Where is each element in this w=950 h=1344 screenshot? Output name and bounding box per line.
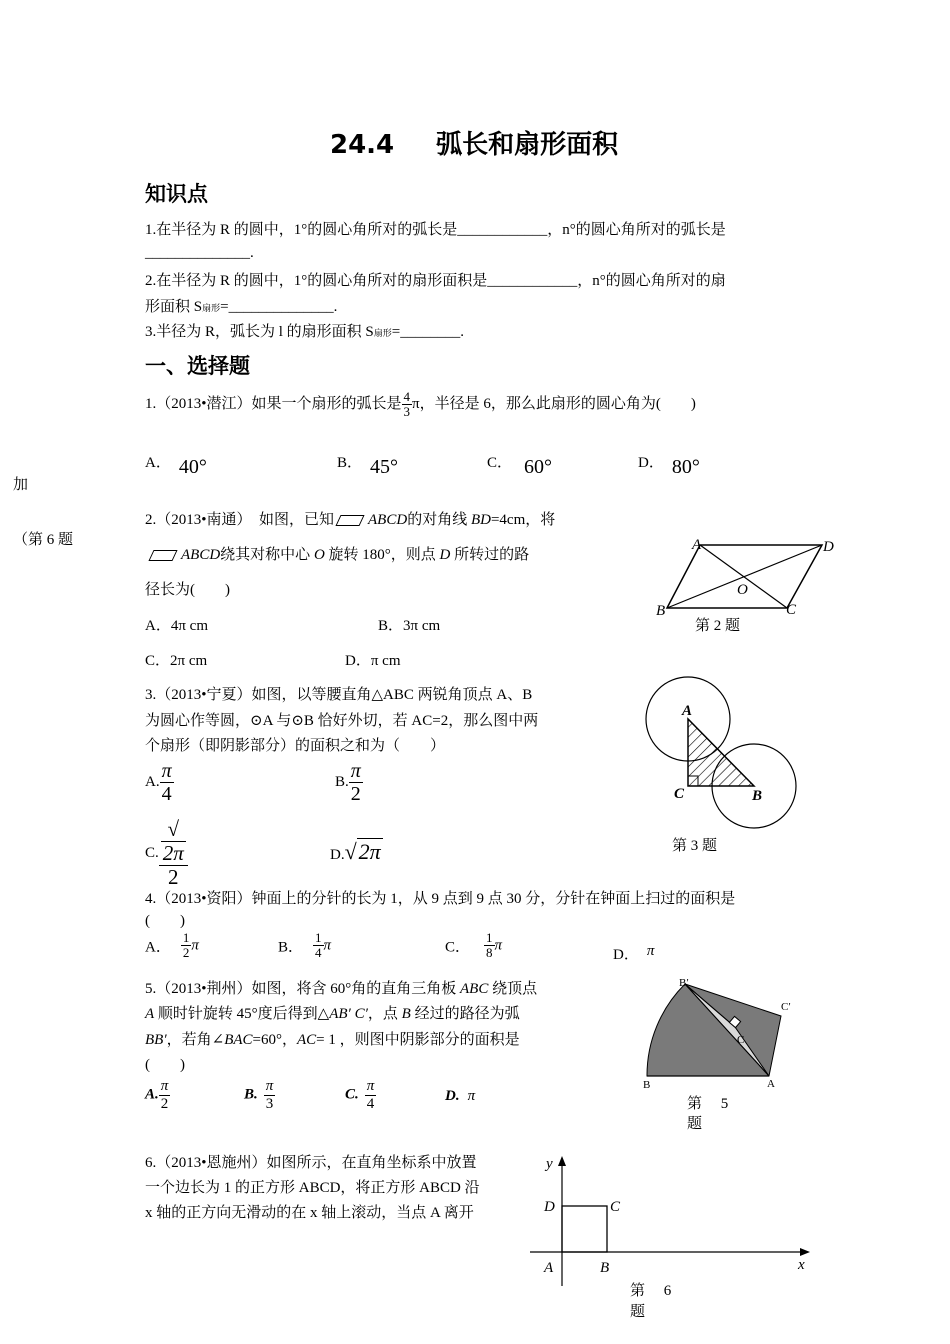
q2-option-a[interactable]: A．4π cm bbox=[145, 618, 208, 634]
q3-option-c-num: 2π bbox=[162, 841, 184, 866]
q4-option-d[interactable] bbox=[613, 943, 654, 964]
knowledge-p2b bbox=[145, 295, 337, 316]
q1-stem-a: 1.（2013•潜江）如果一个扇形的弧长是 bbox=[145, 396, 402, 413]
knowledge-p3-pre: 3.半径为 R，弧长为 l 的扇形面积 S bbox=[145, 324, 374, 340]
q6-label-y: y bbox=[546, 1156, 553, 1172]
q6-label-x: x bbox=[798, 1257, 805, 1273]
q1-option-d[interactable] bbox=[638, 450, 700, 478]
q2-line1-c: 的对角线 bbox=[407, 512, 468, 528]
q5-option-c[interactable] bbox=[345, 1078, 376, 1112]
q5-line2 bbox=[145, 1002, 520, 1023]
q3-option-c-frac bbox=[159, 818, 188, 889]
q4-option-a-pi: π bbox=[191, 937, 199, 954]
q2-line1 bbox=[145, 508, 555, 529]
q3-option-b-den: 2 bbox=[350, 783, 361, 805]
q2-figure bbox=[650, 530, 850, 640]
q5-option-b-num: π bbox=[265, 1078, 274, 1094]
title-number: 24.4 bbox=[330, 130, 395, 160]
q2-line2-a: ABCD bbox=[181, 547, 221, 563]
q5-caption-b: 题 bbox=[687, 1116, 703, 1132]
q4-option-b[interactable] bbox=[278, 931, 331, 961]
q2-line1-e: =4cm，将 bbox=[490, 512, 556, 528]
q3-option-c[interactable] bbox=[145, 818, 188, 889]
q5-option-b[interactable] bbox=[244, 1078, 275, 1112]
q4-option-b-label: B． bbox=[278, 939, 304, 956]
q5-line3 bbox=[145, 1028, 520, 1049]
q6-label-c: C bbox=[610, 1199, 621, 1215]
q4-option-c-frac bbox=[484, 931, 495, 961]
q2-caption: 第 2 题 bbox=[695, 618, 741, 634]
q4-option-b-num: 1 bbox=[315, 930, 322, 945]
q6-caption-b: 题 bbox=[630, 1304, 646, 1320]
q5-line4: ( ) bbox=[145, 1057, 185, 1073]
q5-line2-a: A bbox=[145, 1006, 155, 1022]
q1-option-d-label: D． bbox=[638, 455, 664, 471]
q2-option-b[interactable]: B．3π cm bbox=[378, 618, 441, 634]
q3-label-a: A bbox=[682, 703, 693, 719]
q2-option-d[interactable]: D．π cm bbox=[345, 653, 401, 669]
q3-option-a-label: A. bbox=[145, 774, 160, 790]
q4-option-b-frac bbox=[313, 931, 324, 961]
q4-option-c-label: C． bbox=[445, 939, 471, 956]
q2-label-a: A bbox=[692, 537, 702, 553]
q1-frac-den: 3 bbox=[403, 404, 411, 420]
q5-option-a[interactable] bbox=[145, 1078, 170, 1112]
q1-option-a-value: 40° bbox=[178, 456, 207, 478]
title-text: 弧长和扇形面积 bbox=[436, 130, 619, 160]
q5-line1-a: 5.（2013•荆州）如图，将含 60°角的直角三角板 bbox=[145, 981, 457, 997]
q1-option-c-value: 60° bbox=[524, 456, 553, 478]
q5-line3-f: = 1 ，则图中阴影部分的面积是 bbox=[316, 1032, 520, 1048]
q5-line2-b: 顺时针旋转 45°度后得到△ bbox=[157, 1006, 330, 1022]
q4-option-d-pi: π bbox=[646, 943, 655, 959]
q4-option-b-pi: π bbox=[323, 937, 332, 954]
q5-label-a: A bbox=[767, 1078, 775, 1090]
knowledge-p2b-post: =______________. bbox=[220, 299, 338, 315]
q5-line2-f: 经过的路径为弧 bbox=[414, 1006, 520, 1022]
q1-option-b[interactable] bbox=[337, 450, 399, 478]
q3-figure bbox=[640, 676, 810, 861]
q6-figure bbox=[530, 1150, 820, 1325]
q3-label-b: B bbox=[752, 788, 763, 804]
q2-label-o: O bbox=[737, 582, 748, 598]
q1-option-c-label: C． bbox=[487, 455, 513, 471]
q5-line3-c: BAC bbox=[224, 1032, 253, 1048]
q2-line2-b: 绕其对称中心 bbox=[220, 547, 311, 563]
q2-option-c[interactable]: C．2π cm bbox=[145, 653, 208, 669]
q3-line3: 个扇形（即阴影部分）的面积之和为（ ） bbox=[145, 738, 446, 754]
q1-option-c[interactable] bbox=[487, 450, 553, 478]
q2-line2 bbox=[145, 543, 529, 564]
q3-option-a-frac bbox=[160, 760, 174, 805]
q3-caption: 第 3 题 bbox=[672, 838, 718, 854]
q3-option-b-frac bbox=[349, 760, 363, 805]
q1-frac-num: 4 bbox=[403, 389, 411, 404]
q4-option-c[interactable] bbox=[445, 931, 502, 961]
q3-option-c-label: C. bbox=[145, 845, 159, 862]
q4-option-b-den: 4 bbox=[315, 945, 322, 961]
q5-option-a-frac bbox=[159, 1078, 171, 1112]
q3-line1: 3.（2013•宁夏）如图，以等腰直角△ABC 两锐角顶点 A、B bbox=[145, 687, 533, 703]
parallelogram-icon bbox=[335, 515, 364, 526]
q2-label-c: C bbox=[786, 602, 797, 618]
q5-line1-c: 绕顶点 bbox=[492, 981, 538, 997]
q3-option-a-num: π bbox=[161, 760, 172, 782]
q5-option-c-num: π bbox=[366, 1078, 375, 1094]
knowledge-heading: 知识点 bbox=[145, 182, 208, 206]
q1-option-d-value: 80° bbox=[671, 456, 700, 478]
q6-line2: 一个边长为 1 的正方形 ABCD，将正方形 ABCD 沿 bbox=[145, 1180, 480, 1196]
q3-option-d-label: D. bbox=[330, 847, 345, 863]
q6-caption-a: 第 6 bbox=[630, 1283, 672, 1299]
knowledge-p1a: 1.在半径为 R 的圆中，1°的圆心角所对的弧长是____________，n°的圆心角所对的弧长是 bbox=[145, 222, 726, 238]
q4-option-c-pi: π bbox=[494, 937, 503, 954]
q3-line2: 为圆心作等圆，⊙A 与⊙B 恰好外切，若 AC=2，那么图中两 bbox=[145, 713, 539, 729]
q2-line2-e: D bbox=[439, 547, 451, 563]
q4-option-a-label: A． bbox=[145, 939, 171, 956]
q3-option-d-value: 2π bbox=[358, 839, 381, 864]
q5-line3-e: AC bbox=[297, 1032, 317, 1048]
q6-y-arrow bbox=[558, 1156, 566, 1166]
q1-stem-b: π，半径是 6，那么此扇形的圆心角为( ) bbox=[412, 396, 696, 413]
q3-option-b[interactable] bbox=[335, 760, 363, 805]
q1-stem bbox=[145, 390, 696, 420]
q5-caption-a: 第 5 bbox=[687, 1096, 729, 1112]
page-title bbox=[330, 124, 618, 161]
q2-label-b: B bbox=[656, 603, 666, 619]
q3-option-b-num: π bbox=[350, 760, 361, 782]
q5-line2-c: AB′ C′ bbox=[329, 1006, 368, 1022]
q6-line3: x 轴的正方向无滑动的在 x 轴上滚动，当点 A 离开 bbox=[145, 1205, 474, 1221]
q6-label-d: D bbox=[544, 1199, 555, 1215]
section1-heading: 一、选择题 bbox=[145, 354, 250, 378]
q1-fraction bbox=[402, 390, 413, 420]
q5-line3-d: =60°， bbox=[252, 1032, 297, 1048]
q5-line3-a: BB′ bbox=[145, 1032, 167, 1048]
q5-option-d-pi: π bbox=[467, 1088, 476, 1104]
q4-option-d-label: D． bbox=[613, 947, 639, 963]
q2-diagonal-bd bbox=[667, 545, 822, 608]
q5-option-d-label: D. bbox=[445, 1088, 460, 1104]
knowledge-p2a: 2.在半径为 R 的圆中，1°的圆心角所对的扇形面积是____________，n°的圆心角所对的扇 bbox=[145, 273, 726, 289]
knowledge-p2b-sub: 扇形 bbox=[202, 303, 221, 313]
parallelogram-icon bbox=[148, 550, 177, 561]
q5-label-c: C bbox=[737, 1034, 745, 1046]
q5-option-c-frac bbox=[365, 1078, 377, 1112]
q2-line2-c: O bbox=[313, 547, 325, 563]
q5-line3-b: ，若角∠ bbox=[166, 1032, 225, 1048]
q5-label-cp: C′ bbox=[781, 1001, 791, 1013]
q3-option-d[interactable]: D.√2π bbox=[330, 839, 381, 864]
q3-option-a[interactable] bbox=[145, 760, 174, 805]
q1-option-a[interactable] bbox=[145, 450, 207, 478]
q5-label-b: B bbox=[643, 1079, 651, 1091]
q4-option-a-den: 2 bbox=[182, 945, 190, 961]
q2-line1-b: ABCD bbox=[368, 512, 408, 528]
q4-option-a[interactable] bbox=[145, 931, 199, 961]
q3-option-a-den: 4 bbox=[161, 783, 172, 805]
q5-option-d[interactable] bbox=[445, 1088, 475, 1105]
q4-line2: ( ) bbox=[145, 913, 185, 929]
q4-option-c-num: 1 bbox=[486, 930, 493, 945]
q3-option-b-label: B. bbox=[335, 774, 349, 790]
q1-option-b-label: B． bbox=[337, 455, 363, 471]
q5-option-b-den: 3 bbox=[265, 1095, 274, 1112]
q2-line2-f: 所转过的路 bbox=[454, 547, 530, 563]
q5-option-a-num: π bbox=[160, 1078, 169, 1094]
q3-label-c: C bbox=[674, 786, 685, 802]
q6-line1: 6.（2013•恩施州）如图所示，在直角坐标系中放置 bbox=[145, 1155, 477, 1171]
q6-label-a: A bbox=[544, 1260, 554, 1276]
q4-line1: 4.（2013•资阳）钟面上的分针的长为 1，从 9 点到 9 点 30 分，分针在钟面上扫过的面积是 bbox=[145, 891, 736, 907]
knowledge-p1b: ______________. bbox=[145, 245, 254, 261]
knowledge-p3-sub: 扇形 bbox=[373, 328, 392, 338]
q5-shaded-region bbox=[647, 984, 781, 1076]
q5-line1 bbox=[145, 977, 537, 998]
q6-label-b: B bbox=[600, 1260, 610, 1276]
knowledge-p2b-pre: 形面积 S bbox=[145, 299, 203, 315]
q5-option-b-frac bbox=[264, 1078, 276, 1112]
q4-option-a-num: 1 bbox=[182, 930, 190, 945]
knowledge-p3-post: =________. bbox=[391, 324, 465, 340]
q5-option-b-label: B. bbox=[244, 1086, 258, 1103]
q2-line2-d: 旋转 180°，则点 bbox=[328, 547, 436, 563]
q3-option-c-num-wrap: √ 2π bbox=[159, 818, 188, 866]
q5-figure bbox=[635, 972, 795, 1137]
margin-note-1: 加 bbox=[13, 477, 29, 493]
q3-option-c-den: 2 bbox=[168, 865, 179, 890]
q1-option-a-label: A． bbox=[145, 455, 171, 471]
q5-option-a-label: A. bbox=[145, 1086, 159, 1103]
q5-option-c-den: 4 bbox=[366, 1095, 375, 1112]
q2-line1-d: BD bbox=[470, 512, 491, 528]
q5-line1-b: ABC bbox=[460, 981, 489, 997]
knowledge-p3 bbox=[145, 320, 464, 341]
q5-line2-e: B bbox=[401, 1006, 411, 1022]
q5-label-bp: B′ bbox=[679, 977, 689, 989]
q5-line2-d: ，点 bbox=[367, 1006, 398, 1022]
q5-option-a-den: 2 bbox=[160, 1095, 169, 1112]
q6-square bbox=[562, 1206, 607, 1252]
q6-x-arrow bbox=[800, 1248, 810, 1256]
q2-line1-a: 2.（2013•南通） 如图，已知 bbox=[145, 512, 335, 528]
q2-line3: 径长为( ) bbox=[145, 582, 230, 598]
q4-option-a-frac bbox=[181, 931, 192, 961]
q2-label-d: D bbox=[823, 539, 834, 555]
q4-option-c-den: 8 bbox=[486, 945, 493, 961]
q5-option-c-label: C. bbox=[345, 1086, 359, 1103]
margin-note-2: （第 6 题 bbox=[13, 532, 74, 548]
q1-option-b-value: 45° bbox=[370, 456, 399, 478]
